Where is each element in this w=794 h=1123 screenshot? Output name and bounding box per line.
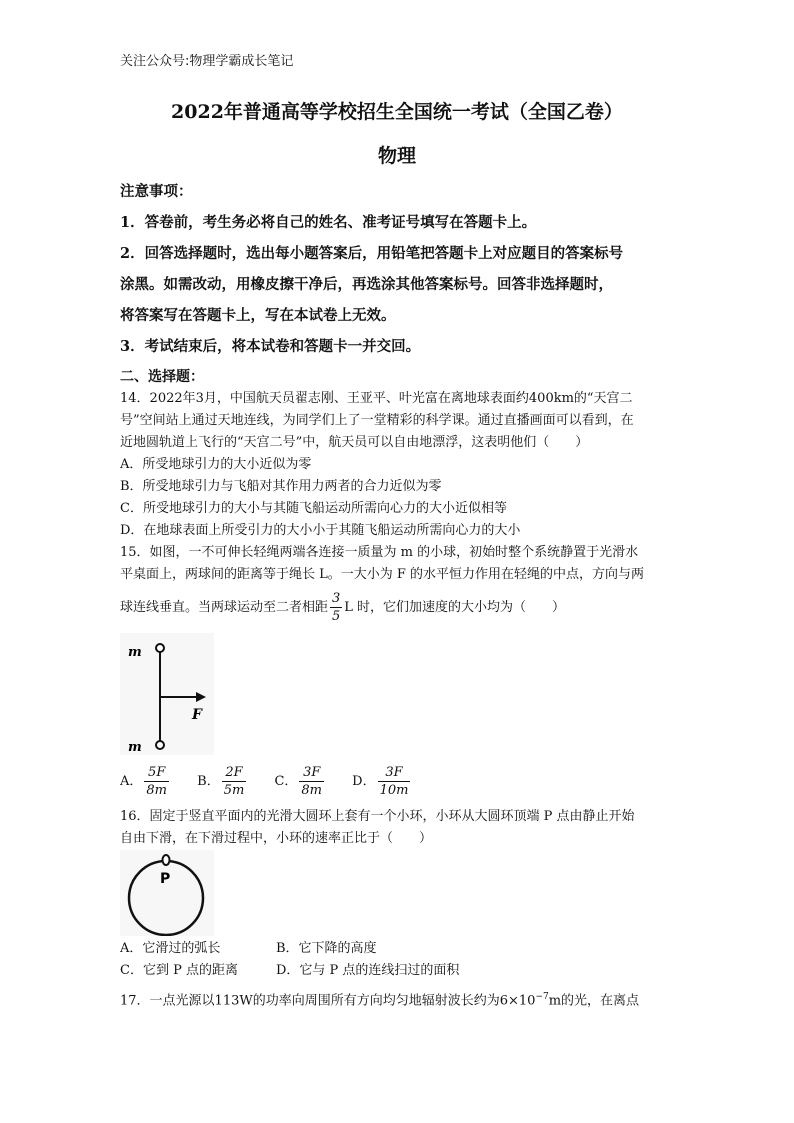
q17-stem-line-1a: 17．一点光源以113W的功率向周围所有方向均匀地辐射波长约为6×10 <box>120 993 536 1009</box>
label-point-P: P <box>160 871 171 887</box>
q16-options-row-2 <box>120 960 680 982</box>
q15-option-c-label: C． <box>274 774 298 789</box>
label-m-bottom: m <box>128 740 142 755</box>
question-16 <box>120 806 680 850</box>
question-15 <box>120 542 680 625</box>
notice-section <box>120 176 680 362</box>
q15-options <box>120 764 680 799</box>
rope-balls-diagram <box>120 633 214 755</box>
label-force-F: F <box>192 707 202 723</box>
q15-option-b-label: B． <box>197 774 220 789</box>
label-m-top: m <box>128 645 142 660</box>
q16-option-a: A．它滑过的弧长 <box>120 941 221 956</box>
q16-stem-line-1: 16．固定于竖直平面内的光滑大圆环上套有一个小环，小环从大圆环顶端 P 点由静止开始 <box>120 809 635 824</box>
q15-option-a <box>120 764 171 799</box>
q16-options <box>120 938 680 982</box>
q14-option-b: B．所受地球引力与飞船对其作用力两者的合力近似为零 <box>120 479 442 494</box>
q17-exponent: −7 <box>535 992 549 1002</box>
page-header: 关注公众号:物理学霸成长笔记 <box>120 54 294 69</box>
notice-heading: 注意事项： <box>120 183 193 200</box>
exam-title: 2022年普通高等学校招生全国统一考试（全国乙卷） <box>171 101 623 123</box>
q15-stem-line-3 <box>120 590 680 625</box>
q16-option-c: C．它到 P 点的距离 <box>120 963 238 978</box>
q14-option-a: A．所受地球引力的大小近似为零 <box>120 457 312 472</box>
q15-option-b-denominator: 5m <box>223 783 245 798</box>
notice-item-2-line-3: 将答案写在答题卡上，写在本试卷上无效。 <box>120 307 396 324</box>
q15-figure <box>120 633 214 755</box>
ball-bottom <box>156 741 164 749</box>
q15-option-d-numerator: 3F <box>378 764 411 782</box>
q14-option-c: C．所受地球引力的大小与其随飞船运动所需向心力的大小近似相等 <box>120 501 507 516</box>
section-heading: 二、选择题： <box>120 369 204 385</box>
q15-stem-line-1: 15．如图，一不可伸长轻绳两端各连接一质量为 m 的小球，初始时整个系统静置于光滑水 <box>120 545 639 560</box>
q14-stem-line-3: 近地圆轨道上飞行的“天宫二号”中，航天员可以自由地漂浮，这表明他们（ ） <box>120 435 589 450</box>
q15-option-a-label: A． <box>120 774 143 789</box>
q15-option-d-label: D． <box>352 774 376 789</box>
q15-stem-line-2: 平桌面上，两球间的距离等于绳长 L。一大小为 F 的水平恒力作用在轻绳的中点，方向与两 <box>120 567 645 582</box>
q15-fraction <box>330 590 342 625</box>
q15-fraction-numerator: 3 <box>332 591 341 606</box>
exam-subject: 物理 <box>377 145 416 167</box>
ball-top <box>156 644 164 652</box>
q15-option-b <box>197 764 248 799</box>
q17-stem-line-1b: m的光，在离点 <box>548 993 640 1009</box>
q15-option-d <box>352 764 412 799</box>
q14-stem-line-1: 14．2022年3月，中国航天员翟志刚、王亚平、叶光富在离地球表面约400km的“天宫二 <box>120 391 633 406</box>
q17-stem-line-1 <box>120 986 680 1012</box>
q16-figure <box>120 850 214 936</box>
q15-option-c-numerator: 3F <box>299 764 324 782</box>
arrow-head-icon <box>196 692 206 702</box>
notice-item-1: 1．答卷前，考生务必将自己的姓名、准考证号填写在答题卡上。 <box>120 214 537 231</box>
q16-stem-line-2: 自由下滑，在下滑过程中，小环的速率正比于（ ） <box>120 831 433 846</box>
question-17 <box>120 986 680 1012</box>
q14-option-d: D．在地球表面上所受引力的大小小于其随飞船运动所需向心力的大小 <box>120 523 521 538</box>
q15-option-c-denominator: 8m <box>301 783 323 798</box>
question-14 <box>120 388 680 542</box>
notice-item-3: 3．考试结束后，将本试卷和答题卡一并交回。 <box>120 338 421 355</box>
q15-stem-line-3b: L 时，它们加速度的大小均为（ ） <box>344 600 566 615</box>
q15-option-d-denominator: 10m <box>379 783 409 798</box>
small-ring <box>163 855 170 865</box>
q16-option-b: B．它下降的高度 <box>276 941 377 956</box>
q15-option-c <box>274 764 326 799</box>
q16-option-d: D．它与 P 点的连线扫过的面积 <box>276 963 460 978</box>
q15-option-a-denominator: 8m <box>146 783 167 798</box>
notice-item-2-line-2: 涂黑。如需改动，用橡皮擦干净后，再选涂其他答案标号。回答非选择题时， <box>120 276 613 293</box>
q15-option-a-numerator: 5F <box>144 764 169 782</box>
q14-stem-line-2: 号”空间站上通过天地连线，为同学们上了一堂精彩的科学课。通过直播画面可以看到，在 <box>120 413 634 428</box>
q15-fraction-denominator: 5 <box>332 609 341 624</box>
q16-options-row-1 <box>120 938 680 960</box>
notice-item-2-line-1: 2．回答选择题时，选出每小题答案后，用铅笔把答题卡上对应题目的答案标号 <box>120 245 624 262</box>
q15-stem-line-3a: 球连线垂直。当两球运动至二者相距 <box>120 600 329 615</box>
ring-diagram <box>120 850 214 936</box>
q15-option-b-numerator: 2F <box>222 764 247 782</box>
